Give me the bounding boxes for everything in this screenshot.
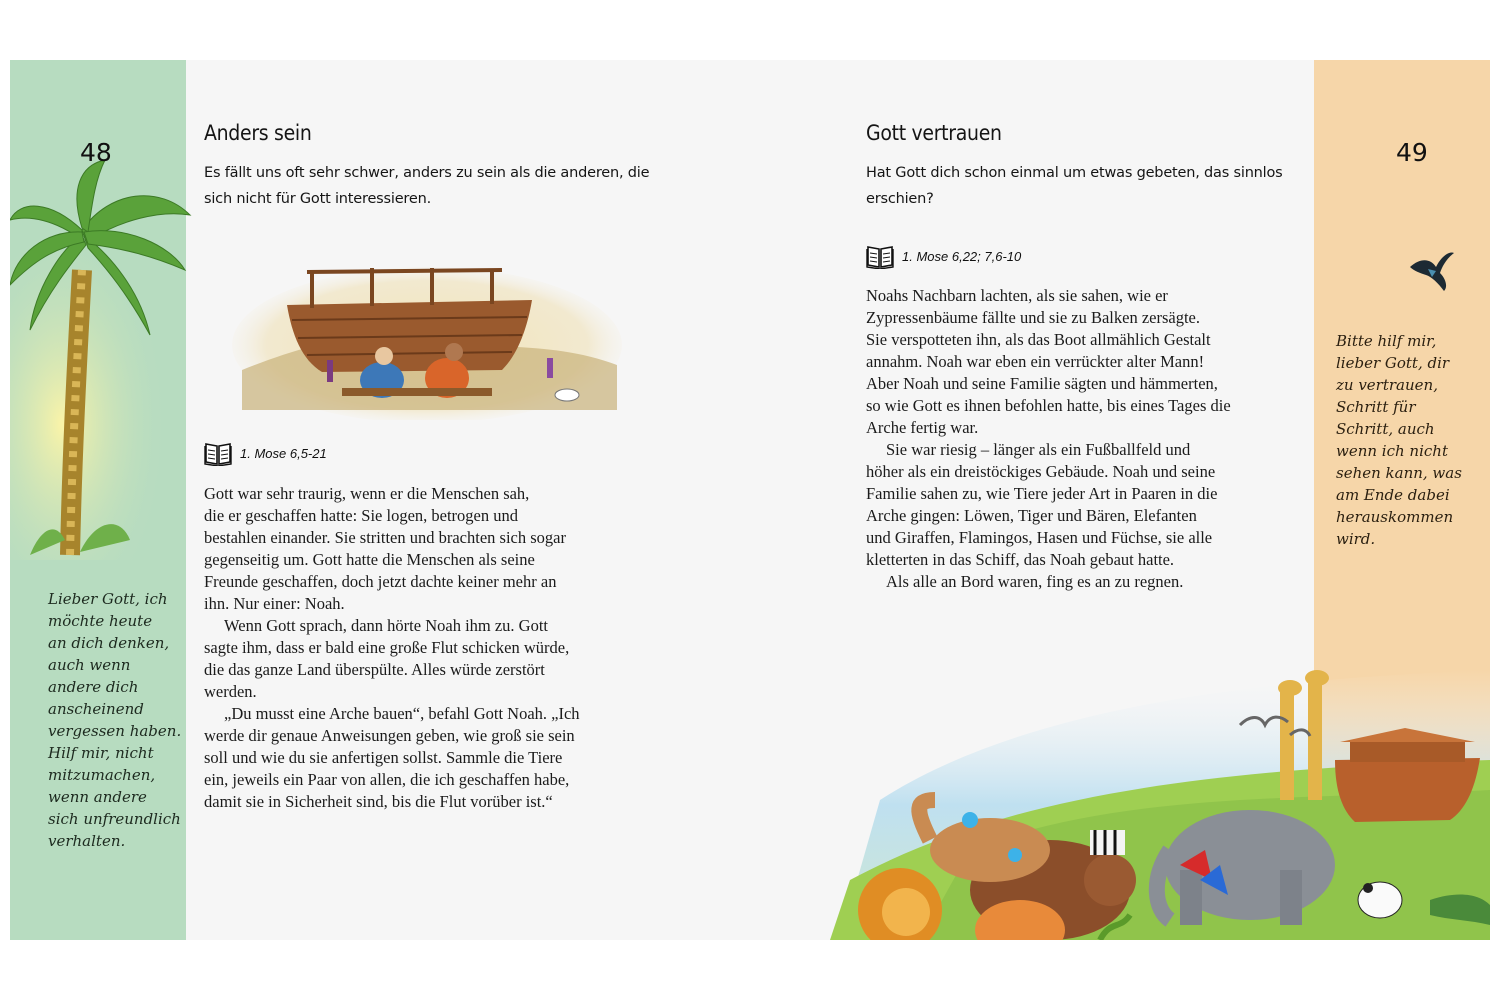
- bible-reference-text: 1. Mose 6,22; 7,6-10: [902, 248, 1022, 264]
- page-number-right: 49: [1396, 138, 1428, 167]
- bird-icon: [1406, 245, 1456, 295]
- page-number-left: 48: [80, 138, 112, 167]
- palm-tree-illustration: [10, 160, 195, 560]
- left-page-title: Anders sein: [204, 121, 312, 145]
- right-page-body: Noahs Nachbarn lachten, als sie sahen, wie er Zypressenbäume fällte und sie zu Balken zersägte. Sie verspotteten ihn, als das Boot allmählich Gestalt annahm. Noah war eben ein verrückter alter Mann! Aber Noah und seine Familie sägten und hämmerten, so wie Gott es ihnen befohlen hatte, bis eines Tages die Arche fertig war. Sie war riesig – länger als ein Fußballfeld und höher als ein dreistöckiges Gebäude. Noah und seine Familie sahen zu, wie Tiere jeder Art in Paaren in die Arche gingen: Löwen, Tiger und Bären, Elefanten und Giraffen, Flamingos, Hasen und Füchse, sie alle kletterten in das Schiff, das Noah gebaut hatte. Als alle an Bord waren, fing es an zu regnen.: [866, 286, 1231, 591]
- left-page-body: Gott war sehr traurig, wenn er die Menschen sah, die er geschaffen hatte: Sie logen, betrogen und bestahlen einander. Sie stritten und brachten sich sogar gegenseitig um. Gott hatte die Menschen als seine Freunde geschaffen, doch jetzt dachte keiner mehr an ihn. Nur einer: Noah. Wenn Gott sprach, dann hörte Noah ihm zu. Gott sagte ihm, dass er bald eine große Flut schicken würde, die das ganze Land überspülte. Alles würde zerstört werden. „Du musst eine Arche bauen“, befahl Gott Noah. „Ich werde dir genaue Anweisungen geben, wie groß sie sein soll und wie du sie anfertigen sollst. Sammle die Tiere ein, jeweils ein Paar von allen, die ich geschaffen habe, damit sie in Sicherheit sind, bis die Flut vorüber ist.“: [204, 484, 580, 811]
- right-page-intro: Hat Gott dich schon einmal um etwas gebeten, das sinnlos erschien?: [866, 165, 1283, 207]
- prayer-right: Bitte hilf mir, lieber Gott, dir zu vertrauen, Schritt für Schritt, auch wenn ich nicht sehen kann, was am Ende dabei herauskommen wird.: [1336, 332, 1462, 548]
- animals-boarding-ark-illustration: [820, 650, 1490, 940]
- right-page-title: Gott vertrauen: [866, 121, 1002, 145]
- bible-reference-right: [866, 243, 1021, 269]
- book-spread: [10, 60, 1490, 940]
- left-page-intro: Es fällt uns oft sehr schwer, anders zu sein als die anderen, die sich nicht für Gott interessieren.: [204, 165, 650, 207]
- left-sidebar: [10, 60, 186, 940]
- prayer-left: Lieber Gott, ich möchte heute an dich denken, auch wenn andere dich anscheinend vergessen haben. Hilf mir, nicht mitzumachen, wenn andere sich unfreundlich verhalten.: [48, 590, 182, 850]
- open-book-icon: [204, 440, 232, 466]
- bible-reference-text: 1. Mose 6,5-21: [240, 445, 327, 461]
- ark-building-illustration: [232, 260, 622, 420]
- bible-reference-left: [204, 440, 327, 466]
- open-book-icon: [866, 243, 894, 269]
